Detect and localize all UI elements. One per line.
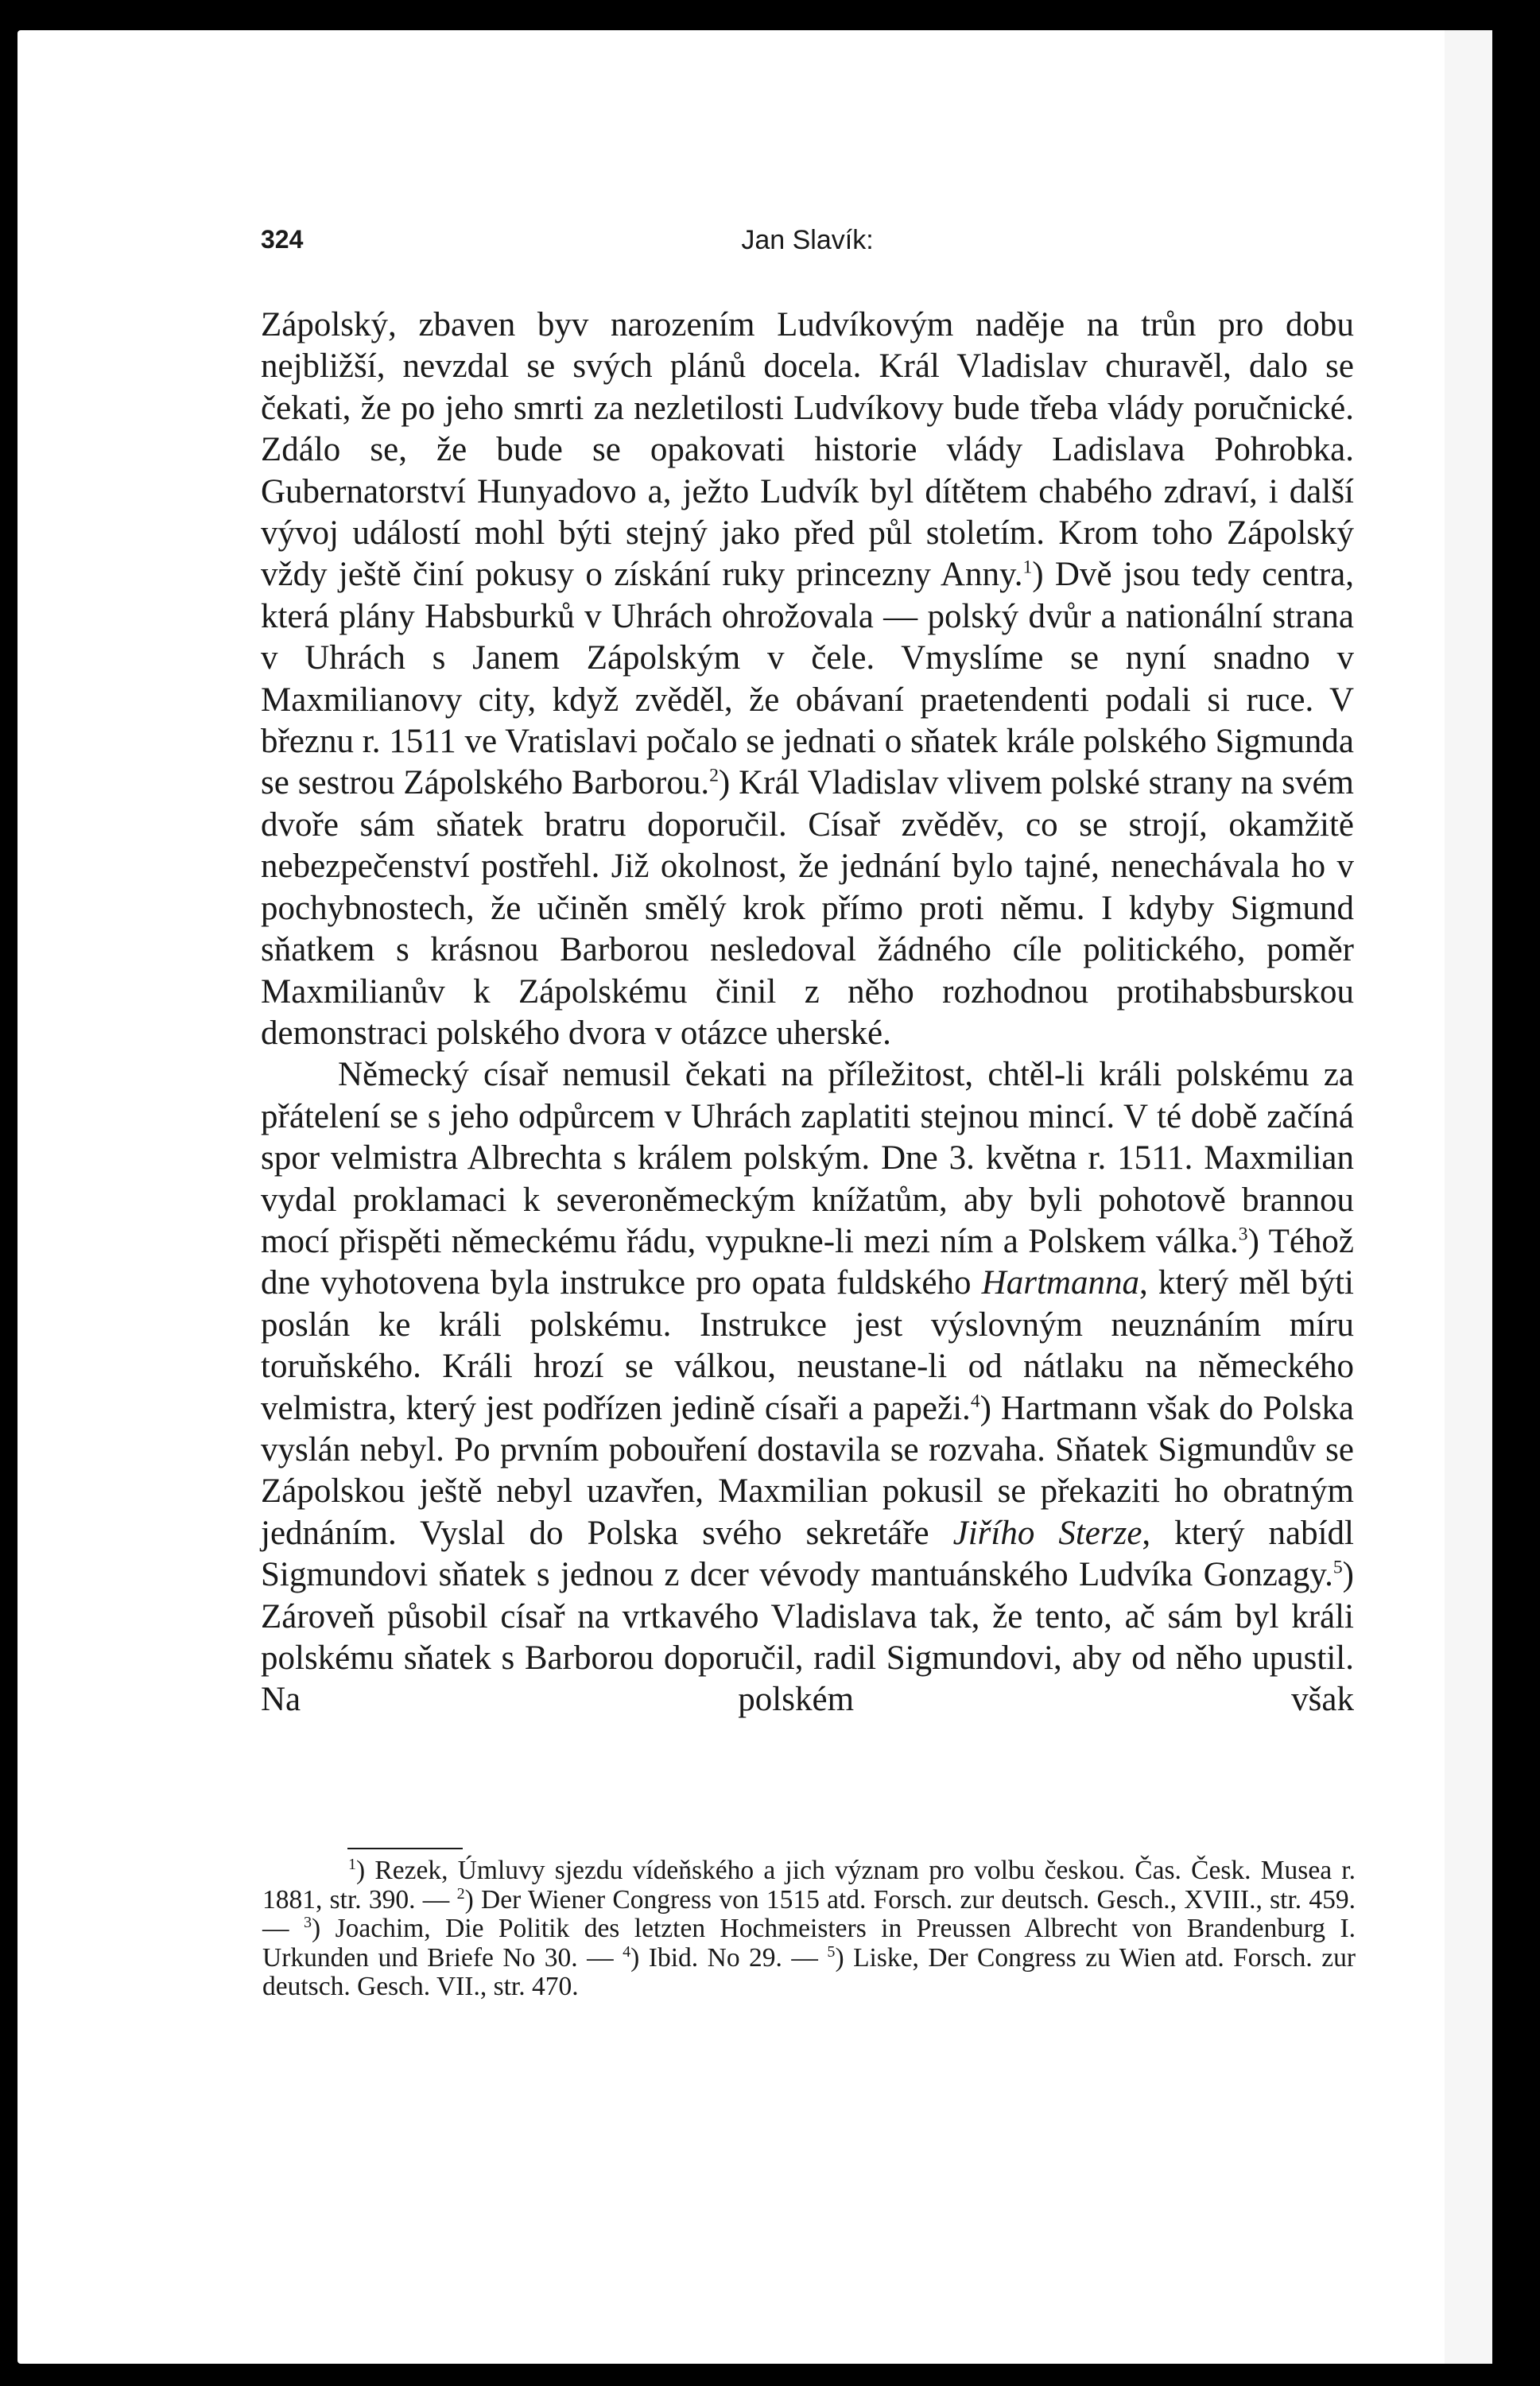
- paragraph-2-text-d: ) Hartmann však do Polska vyslán nebyl. Po prvním pobouření dostavila se rozvaha. Sňatek Sigmundův se Zápolskou ještě nebyl uzavřen, Maxmilian pokusil se překaziti ho obratným jednáním. Vyslal do Polska svého sekretáře: [261, 1389, 1355, 1552]
- paragraph-1-text-b: ) Dvě jsou tedy centra, která plány Habsburků v Uhrách ohrožovala — polský dvůr a nationální strana v Uhrách s Janem Zápolským v čele. Vmyslíme se nyní snadno v Maxmilianovy city, když zvěděl, že obávaní praetendenti podali si ruce. V březnu r. 1511 ve Vratislavi počalo se jednati o sňatek krále polského Sigmunda se sestrou Zápolského Barborou.: [261, 556, 1354, 802]
- footnote-mark-4: 4: [623, 1942, 631, 1961]
- footnote-1: ) Rezek, Úmluvy sjezdu vídeňského a jich význam pro volbu českou. Čas. Česk. Musea r. 1881, str. 390. —: [262, 1856, 1356, 1915]
- person-name-hartmann: Hartmanna: [981, 1264, 1139, 1302]
- paragraph-1-text-a: Zápolský, zbaven byv narozením Ludvíkovým naděje na trůn pro dobu nejbližší, nevzdal se svých plánů docela. Král Vladislav churavěl, dalo se čekati, že po jeho smrti za nezletilosti Ludvíkovy bude třeba vlády poručnické. Zdálo se, že bude se opakovati historie vlády Ladislava Pohrobka. Gubernatorství Hunyadovo a, ježto Ludvík byl dítětem chabého zdraví, i další vývoj událostí mohl býti stejný jako před půl stoletím. Krom toho Zápolský vždy ještě činí pokusy o získání ruky princezny Anny.: [261, 306, 1354, 594]
- footnote-mark-3: 3: [303, 1913, 312, 1931]
- footnote-mark-5: 5: [827, 1942, 836, 1961]
- footnote-mark-2: 2: [456, 1884, 465, 1903]
- footnote-ref-2: 2: [709, 766, 719, 787]
- footnote-ref-4: 4: [970, 1391, 980, 1412]
- footnote-divider: [347, 1848, 463, 1849]
- footnote-ref-5: 5: [1332, 1557, 1343, 1578]
- footnote-ref-3: 3: [1238, 1224, 1248, 1245]
- footnote-3: ) Joachim, Die Politik des letzten Hochmeisters in Preussen Albrecht von Brandenburg I. Urkunden und Briefe No 30. —: [262, 1914, 1356, 1973]
- page-edge-shade: [1445, 30, 1492, 2364]
- paragraph-2-text-f: ) Zároveň působil císař na vrtkavého Vladislava tak, že tento, ač sám byl králi polskému sňatek s Barborou doporučil, radil Sigmundovi, aby od něho upustil. Na polském však: [261, 1556, 1354, 1719]
- page-number: 324: [261, 225, 304, 254]
- paragraph-1: [261, 305, 1354, 1054]
- paragraph-1-text-c: ) Král Vladislav vlivem polské strany na svém dvoře sám sňatek bratru doporučil. Císař zvěděv, co se strojí, okamžitě nebezpečenství postřehl. Již okolnost, že jednání bylo tajné, nenechávala ho v pochybnostech, že učiněn smělý krok přímo proti němu. I kdyby Sigmund sňatkem s krásnou Barborou nesledoval žádného cíle politického, poměr Maxmilianův k Zápolskému činil z něho rozhodnou protihabsburskou demonstraci polského dvora v otázce uherské.: [261, 764, 1354, 1052]
- footnote-4: ) Ibid. No 29. —: [630, 1942, 828, 1973]
- paragraph-2: [261, 1054, 1354, 1721]
- footnote-ref-1: 1: [1022, 557, 1033, 579]
- footnote-2: ) Der Wiener Congress von 1515 atd. Forsch. zur deutsch. Gesch., XVIII., str. 459. —: [262, 1884, 1356, 1943]
- footnotes: [262, 1856, 1356, 2002]
- footnote-mark-1: 1: [348, 1855, 357, 1873]
- running-head-author: Jan Slavík:: [741, 225, 874, 255]
- footnote-5: ) Liske, Der Congress zu Wien atd. Forsch. zur deutsch. Gesch. VII., str. 470.: [262, 1942, 1356, 2001]
- footnotes-text: [262, 1856, 1356, 2002]
- paragraph-2-text-e: , který nabídl Sigmundovi sňatek s jednou z dcer vévody mantuánského Ludvíka Gonzagy.: [261, 1514, 1354, 1594]
- person-name-sterz: Jiřího Sterze: [952, 1514, 1142, 1552]
- paragraph-2-text-b: ) Téhož dne vyhotovena byla instrukce pro opata fuldského: [261, 1222, 1355, 1302]
- paragraph-2-text-a: Německý císař nemusil čekati na příležitost, chtěl-li králi polskému za přátelení se s jeho odpůrcem v Uhrách zaplatiti stejnou mincí. V té době začíná spor velmistra Albrechta s králem polským. Dne 3. května r. 1511. Maxmilian vydal proklamaci k severoněmeckým knížatům, aby byli pohotově brannou mocí přispěti německému řádu, vypukne-li mezi ním a Polskem válka.: [261, 1056, 1354, 1260]
- running-head: [261, 225, 1354, 265]
- paragraph-2-text-c: , který měl býti poslán ke králi polskému. Instrukce jest výslovným neuznáním míru toruňského. Králi hrozí se válkou, neustane-li od nátlaku na německého velmistra, který jest podřízen jedině císaři a papeži.: [261, 1264, 1354, 1427]
- body-text: [261, 305, 1354, 1721]
